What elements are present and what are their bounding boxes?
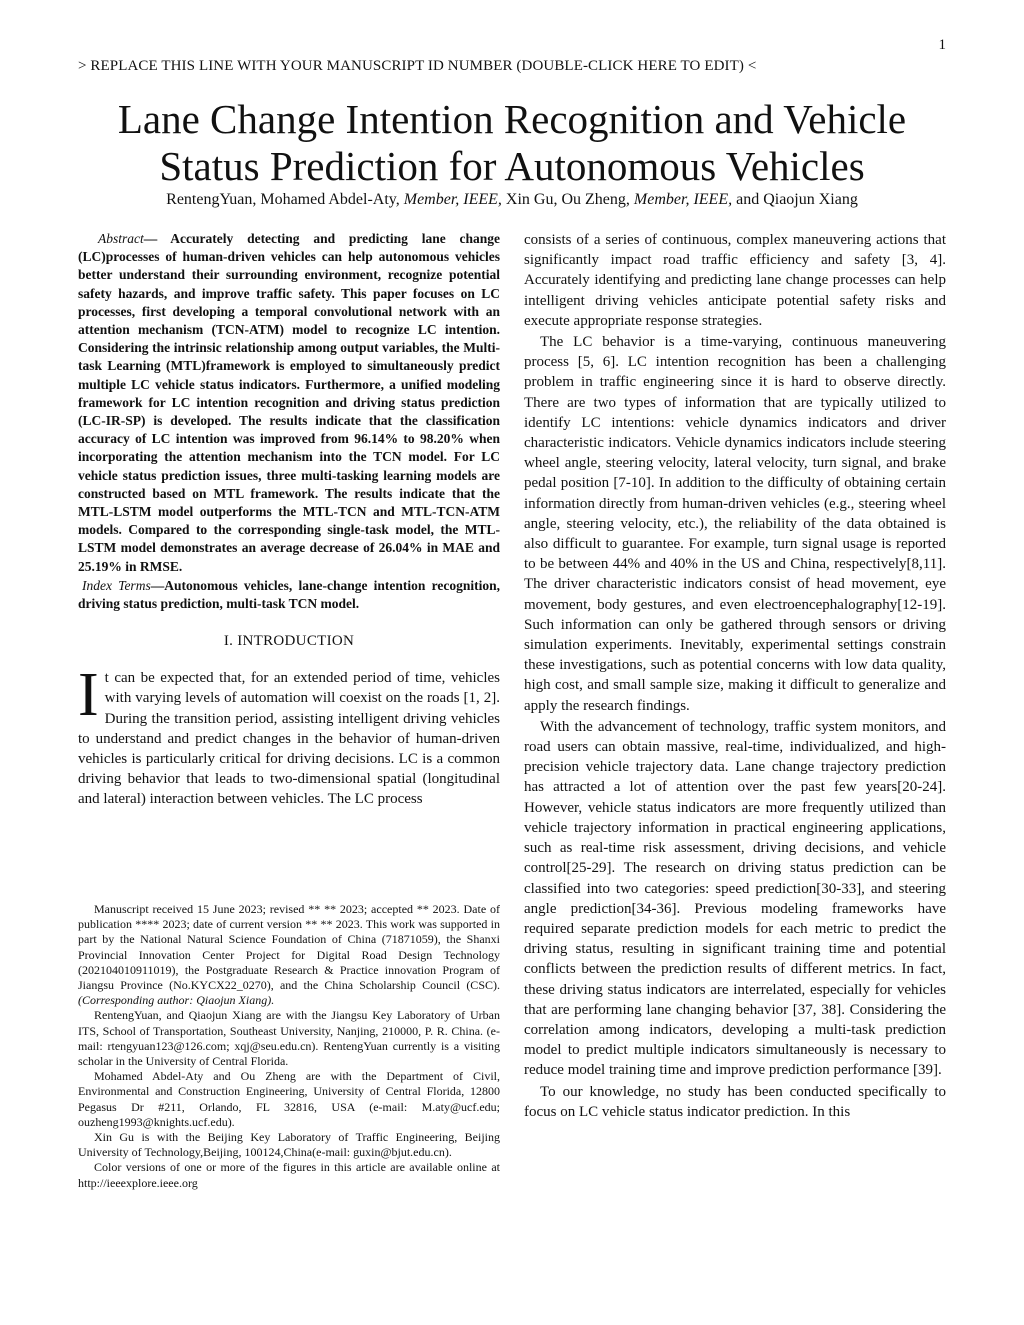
body-paragraph-4: To our knowledge, no study has been conducted specifically to focus on LC vehicle status indicator prediction. In this [524,1083,946,1120]
author-list [0,191,1024,209]
abstract-label: Abstract [98,231,144,246]
author-role-1: Member, IEEE, [403,191,502,208]
abstract [78,230,500,576]
author-group-2: Xin Gu, Ou Zheng, [501,191,634,208]
body-paragraph-3: With the advancement of technology, traffic system monitors, and road users can obtain massive, real-time, individualized, and high-precision vehicle trajectory data. Lane change trajectory prediction has attracted a lot of attention over the past few years[20-24]. However, vehicle status indicators are more frequently utilized than vehicle trajectory information in practical engineering applications, such as real-time risk assessment, driving decisions, and vehicle control[25-29]. The research on driving status prediction can be classified into two categories: speed prediction[30-33], and steering angle prediction[34-36]. Previous modeling frameworks have required separate prediction models for each metric to predict the driving status, resulting in significant training time and potential conflicts between the prediction results of different metrics. In fact, these driving status indicators are interrelated, especially for vehicles that are performing lane changing behavior [37, 38]. Considering the correlation among indicators, developing a multi-task prediction model to predict multiple indicators simultaneously is necessary to reduce model training time and improve prediction performance [39]. [524,718,946,1079]
footnote-corresponding-author: (Corresponding author: Qiaojun Xiang). [78,993,275,1008]
footnote-manuscript-info [78,902,500,1008]
intro-paragraph [78,661,500,809]
footnote-affiliation-ucf: Mohamed Abdel-Aty and Ou Zheng are with the Department of Civil, Environmental and Construction Engineering, University of Central Florida, 12800 Pegasus Dr #211, Orlando, FL 32816, USA (e-mail: M.aty@ucf.edu; ouzheng1993@knights.ucf.edu). [78,1069,500,1129]
footnote-affiliation-bjut: Xin Gu is with the Beijing Key Laboratory of Traffic Engineering, Beijing University of Technology,Beijing, 100124,China(e-mail: guxin@bjut.edu.cn). [78,1130,500,1160]
author-group-1: RentengYuan, Mohamed Abdel-Aty, [166,191,404,208]
left-column [78,230,500,810]
body-paragraph-2: The LC behavior is a time-varying, continuous maneuvering process [5, 6]. LC intention recognition has been a challenging problem in traffic engineering since it is hard to observe directly. There are two types of information that are typically utilized to identify LC intentions: vehicle dynamics indicators and driver characteristic indicators. Vehicle dynamics indicators include steering wheel angle, steering velocity, lateral velocity, turn signal, and brake pedal position [7-10]. In addition to the difficulty of obtaining certain information directly from human-driven vehicles (e.g., steering wheel angle, steering velocity, etc.), the reliability of the data obtained is also difficult to guarantee. For example, turn signal usage is reported to be between 44% and 40% in the US and China, respectively[8,11]. The driver characteristic indicators consist of head movement, eye movement, body gestures, and even electroencephalography[12-19]. Such information can only be gathered through sensors or driving simulation experiments. Inevitably, experimental settings constrain these investigations, such as potential concerns with low data quality, high cost, and small sample size, making it difficult to generalize and apply the research findings. [524,334,946,714]
drop-cap: I [78,661,99,730]
body-paragraph-1: consists of a series of continuous, complex maneuvering actions that significantly impact road traffic efficiency and safety [3, 4]. Accurately identifying and predicting lane change processes can help intelligent driving vehicles anticipate potential safety risks and execute appropriate response strategies. [524,232,946,329]
intro-paragraph-text: t can be expected that, for an extended period of time, vehicles with varying levels of automation will coexist on the roads [1, 2]. During the transition period, assisting intelligent driving vehicles to understand and predict changes in the behavior of human-driven vehicles is particularly critical for driving decisions. LC is a common driving behavior that leads to two-dimensional spatial (longitudinal and lateral) interaction between vehicles. The LC process [78,670,500,808]
title-line-1: Lane Change Intention Recognition and Vehicle [117,96,907,142]
author-group-3: and Qiaojun Xiang [732,191,858,208]
footnote-manuscript-text: Manuscript received 15 June 2023; revised ** ** 2023; accepted ** 2023. Date of publication **** 2023; date of current version ** ** 2023. This work was supported in part by the National Natural Science Foundation of China (71871059), the Shanxi Provincial Innovation Center Project for Digital Road Design Technology (202104010911019), the Postgraduate Research & Practice innovation Program of Jiangsu Province (No.KYCX22_0270), and the China Scholarship Council (CSC). [78,902,500,993]
author-role-2: Member, IEEE, [633,191,733,208]
page-number: 1 [938,37,946,53]
footnote-affiliation-southeast: RentengYuan, and Qiaojun Xiang are with the Jiangsu Key Laboratory of Urban ITS, School of Transportation, Southeast University, Nanjing, 210000, P. R. China. (e-mail: rtengyuan123@126.com; xqj@seu.edu.cn). RentengYuan currently is a visiting scholar in the University of Central Florida. [78,1008,500,1069]
index-terms-label: Index Terms [82,577,151,593]
paper-title [0,96,1024,190]
footnote-color-versions: Color versions of one or more of the figures in this article are available online at http://ieeexplore.ieee.org [78,1160,500,1190]
right-column [524,230,946,1122]
title-line-2: Status Prediction for Autonomous Vehicles [159,143,865,189]
manuscript-id-header: > REPLACE THIS LINE WITH YOUR MANUSCRIPT ID NUMBER (DOUBLE-CLICK HERE TO EDIT) < [78,58,757,74]
footnotes [78,902,500,1191]
index-terms-text: —Autonomous vehicles, lane-change intention recognition, driving status prediction, multi-task TCN model. [78,577,500,612]
abstract-text: — Accurately detecting and predicting lane change (LC)processes of human-driven vehicles can help autonomous vehicles better understand their surrounding environment, recognize potential safety hazards, and improve traffic safety. This paper focuses on LC processes, first developing a temporal convolutional network with an attention mechanism (TCN-ATM) model to recognize LC intention. Considering the intrinsic relationship among output variables, the Multi-task Learning (MTL)framework is employed to simultaneously predict multiple LC vehicle status indicators. Furthermore, a unified modeling framework for LC intention recognition and driving status prediction (LC-IR-SP) is developed. The results indicate that the classification accuracy of LC intention was improved from 96.14% to 98.20% when incorporating the attention mechanism into the TCN model. For LC vehicle status prediction issues, three multi-tasking learning models are constructed based on MTL framework. The results indicate that the MTL-LSTM model outperforms the MTL-TCN and MTL-TCN-ATM models. Compared to the corresponding single-task model, the MTL-LSTM model demonstrates an average decrease of 26.04% in MAE and 25.19% in RMSE. [78,231,500,574]
index-terms [78,577,500,613]
section-heading-introduction: I. INTRODUCTION [223,633,355,650]
